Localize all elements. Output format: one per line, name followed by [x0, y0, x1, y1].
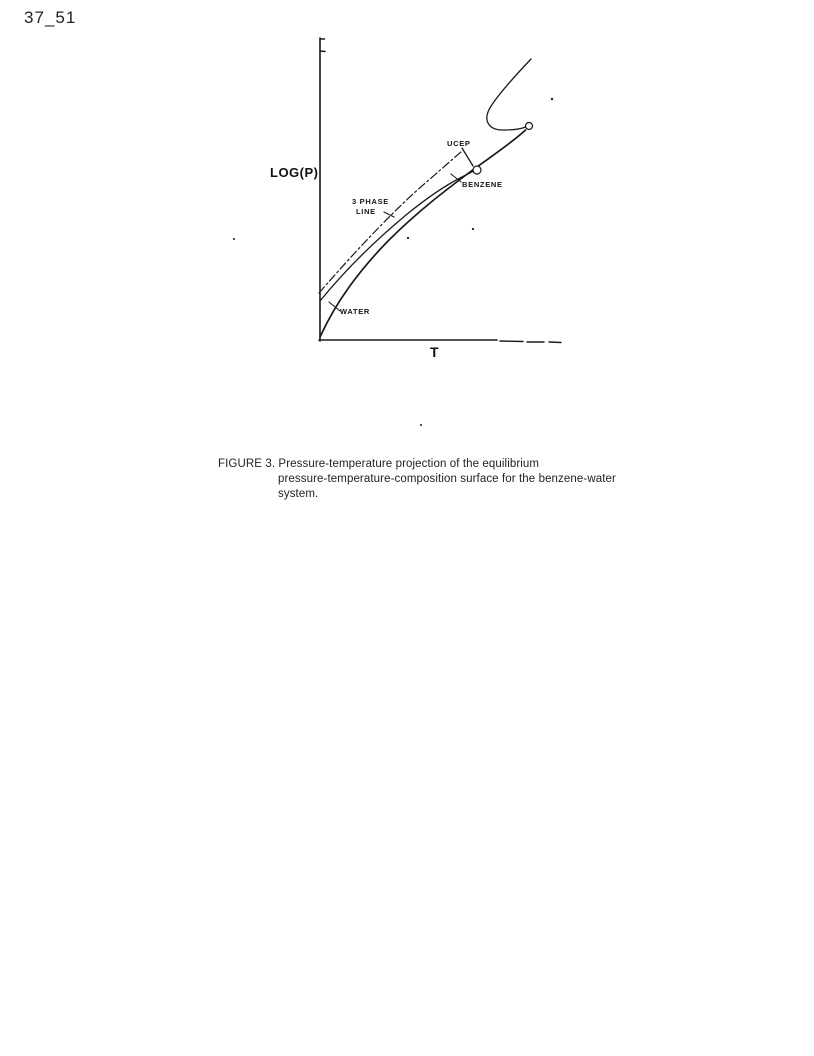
three-phase-line: [319, 151, 462, 293]
caption-line-3: system.: [278, 488, 319, 500]
ucep-point-marker: [473, 166, 481, 174]
water-curve: [320, 130, 526, 337]
page-corner-label: 37_51: [24, 8, 77, 27]
scan-speck: [407, 237, 409, 239]
critical-point-marker: [526, 123, 533, 130]
scan-speck: [551, 98, 553, 100]
x-axis-dash-1: [500, 341, 523, 342]
benzene-label: BENZENE: [462, 180, 503, 189]
caption-line-1: FIGURE 3. Pressure-temperature projection of the equilibrium: [218, 458, 540, 470]
scan-speck: [420, 424, 422, 426]
water-label: WATER: [340, 307, 371, 316]
y-axis-tick: [320, 51, 325, 52]
ucep-tick: [462, 148, 473, 166]
three-phase-label-line1: 3 PHASE: [352, 197, 389, 206]
benzene-curve: [320, 171, 474, 301]
x-axis-dash-3: [549, 342, 561, 343]
scan-speck: [472, 228, 474, 230]
caption-line-2: pressure-temperature-composition surface for the benzene-water: [278, 473, 616, 485]
x-axis-label: T: [430, 344, 439, 360]
y-axis-label: LOG(P): [270, 165, 319, 180]
three-phase-label-line2: LINE: [356, 207, 376, 216]
critical-locus-curve: [487, 59, 531, 130]
ucep-label: UCEP: [447, 139, 471, 148]
scan-speck: [233, 238, 235, 240]
